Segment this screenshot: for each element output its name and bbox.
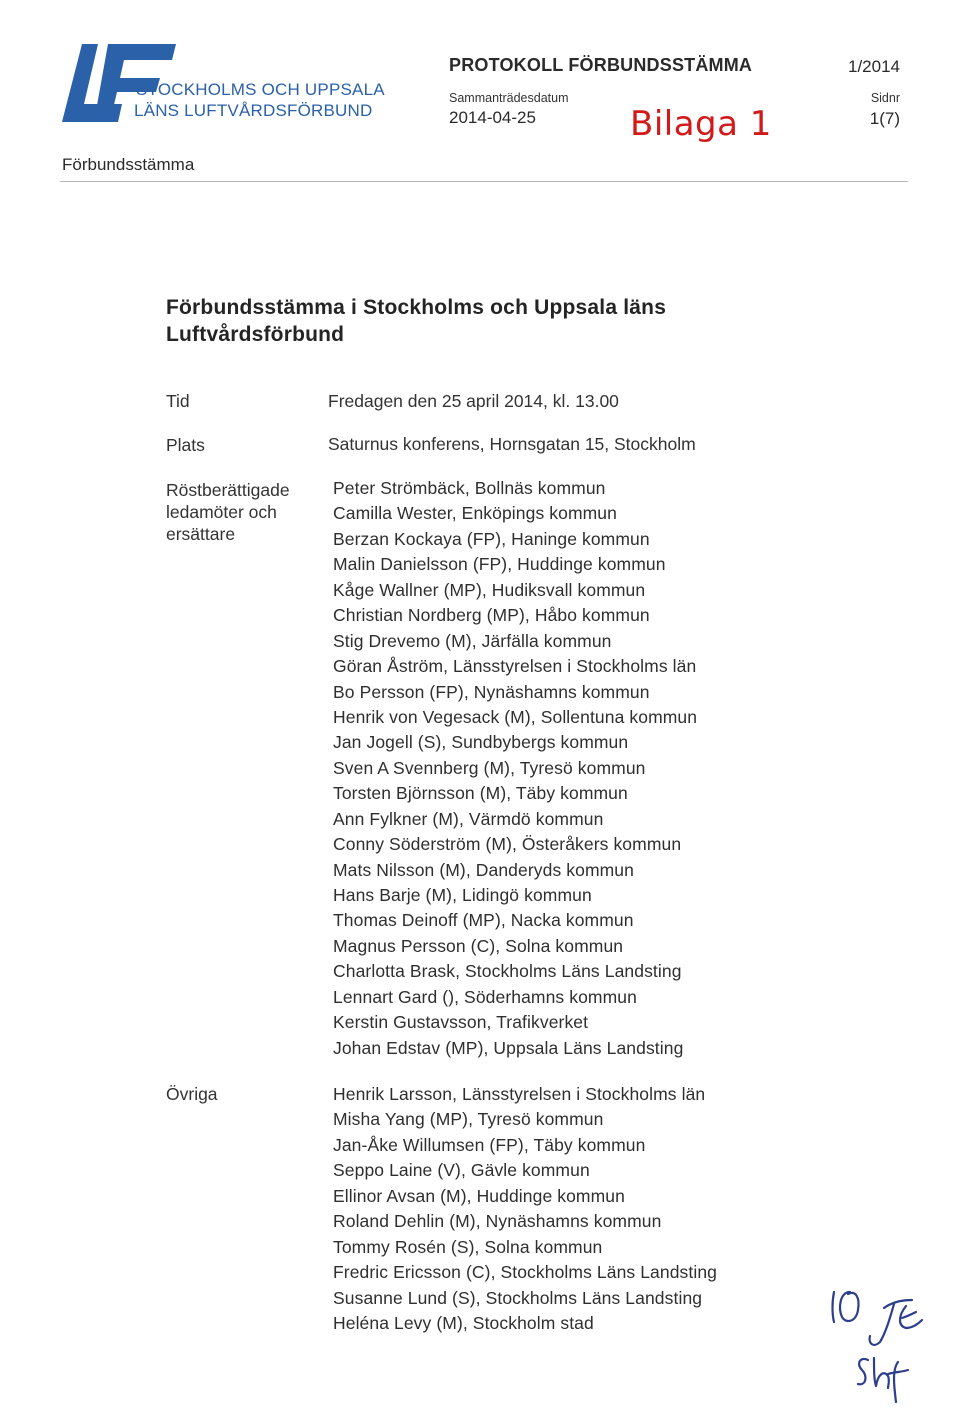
voting-members-label-line: ersättare: [166, 524, 236, 544]
list-item: Jan-Åke Willumsen (FP), Täby kommun: [333, 1134, 646, 1155]
list-item: Ann Fylkner (M), Värmdö kommun: [333, 808, 604, 829]
list-item: Camilla Wester, Enköpings kommun: [333, 503, 617, 524]
list-item: Fredric Ericsson (C), Stockholms Läns Landsting: [333, 1262, 718, 1283]
voting-members-label: [166, 479, 290, 545]
page-number-value: 1(7): [869, 109, 900, 128]
time-value: Fredagen den 25 april 2014, kl. 13.00: [328, 391, 619, 411]
list-item: Stig Drevemo (M), Järfälla kommun: [333, 630, 612, 651]
list-item: Peter Strömbäck, Bollnäs kommun: [333, 478, 606, 498]
page-number-label: Sidnr: [870, 91, 900, 105]
list-item: Mats Nilsson (M), Danderyds kommun: [333, 859, 634, 880]
list-item: Göran Åström, Länsstyrelsen i Stockholms län: [333, 656, 697, 677]
page-title-line2: Luftvårdsförbund: [166, 323, 345, 346]
department-name: Förbundsstämma: [62, 155, 195, 174]
list-item: Henrik von Vegesack (M), Sollentuna kommun: [333, 706, 698, 727]
list-item: Sven A Svennberg (M), Tyresö kommun: [333, 757, 646, 778]
others-list: [333, 1082, 717, 1336]
list-item: Torsten Björnsson (M), Täby kommun: [333, 783, 628, 804]
document-title: PROTOKOLL FÖRBUNDSSTÄMMA: [449, 55, 753, 75]
list-item: Magnus Persson (C), Solna kommun: [333, 935, 624, 956]
list-item: Johan Edstav (MP), Uppsala Läns Landsting: [333, 1037, 684, 1058]
list-item: Conny Söderström (M), Österåkers kommun: [333, 834, 682, 855]
organization-name-line2: LÄNS LUFTVÅRDSFÖRBUND: [134, 101, 373, 120]
meeting-date-value: 2014-04-25: [449, 108, 536, 127]
document-number: 1/2014: [848, 57, 900, 76]
list-item: Kåge Wallner (MP), Hudiksvall kommun: [333, 579, 646, 600]
list-item: Bo Persson (FP), Nynäshamns kommun: [333, 681, 650, 702]
list-item: Heléna Levy (M), Stockholm stad: [333, 1312, 594, 1333]
page-title: [166, 294, 666, 348]
list-item: Hans Barje (M), Lidingö kommun: [333, 885, 592, 905]
list-item: Thomas Deinoff (MP), Nacka kommun: [333, 910, 634, 931]
list-item: Tommy Rosén (S), Solna kommun: [333, 1236, 603, 1257]
others-label: Övriga: [166, 1084, 218, 1104]
time-label: Tid: [166, 391, 190, 411]
list-item: Kerstin Gustavsson, Trafikverket: [333, 1012, 589, 1033]
page-title-line1: Förbundsstämma i Stockholms och Uppsala läns: [166, 296, 667, 319]
list-item: Misha Yang (MP), Tyresö kommun: [333, 1109, 604, 1130]
voting-members-list: [333, 476, 697, 1061]
list-item: Malin Danielsson (FP), Huddinge kommun: [333, 554, 666, 575]
list-item: Seppo Laine (V), Gävle kommun: [333, 1160, 590, 1181]
place-label: Plats: [166, 435, 205, 455]
header-divider: [60, 181, 908, 182]
list-item: Henrik Larsson, Länsstyrelsen i Stockholms län: [333, 1084, 706, 1104]
list-item: Jan Jogell (S), Sundbybergs kommun: [333, 732, 629, 753]
list-item: Charlotta Brask, Stockholms Läns Landsting: [333, 961, 682, 982]
meeting-date-label: Sammanträdesdatum: [449, 91, 569, 105]
voting-members-label-line: ledamöter och: [166, 502, 277, 522]
place-value: Saturnus konferens, Hornsgatan 15, Stockholm: [328, 434, 696, 454]
list-item: Christian Nordberg (MP), Håbo kommun: [333, 605, 650, 626]
annex-stamp: Bilaga 1: [630, 104, 772, 144]
list-item: Berzan Kockaya (FP), Haninge kommun: [333, 528, 650, 549]
organization-name-line1: STOCKHOLMS OCH UPPSALA: [136, 80, 385, 99]
voting-members-label-line: Röstberättigade: [166, 480, 290, 500]
list-item: Susanne Lund (S), Stockholms Läns Landsting: [333, 1287, 703, 1308]
list-item: Ellinor Avsan (M), Huddinge kommun: [333, 1185, 625, 1206]
list-item: Lennart Gard (), Söderhamns kommun: [333, 986, 637, 1007]
list-item: Roland Dehlin (M), Nynäshamns kommun: [333, 1211, 662, 1232]
handwritten-initials: [822, 1262, 942, 1412]
